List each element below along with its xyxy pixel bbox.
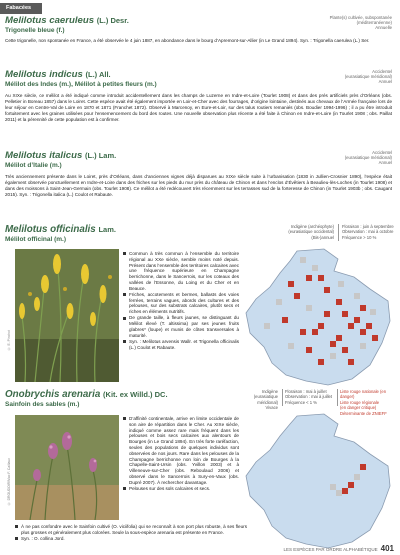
- species-photo-melilotus: [15, 249, 119, 382]
- page-footer: LES ESPÈCES PAR ORDRE ALPHABÉTIQUE 401: [283, 544, 394, 553]
- distribution-map-onobrychis: [242, 412, 394, 550]
- photo-credit: © DROUDOIR/Mac F. Caillaux: [7, 458, 11, 506]
- species-description: Très anciennement présente dans le Loiret, près d’Orléans, dans d’anciennes vignes déjà disparues au XIXe siècle suite à l’urbanisation (1830 in Jullien-Crosnier 1890), l’espèce était également observée ponctuellement en Indre-et-Loire dans des friches sur les pieds du mur près du château de Chinon et dans l’enclos d’Évêtiers à Beaulieu-lès-Loches (in Tourlet 1908) et dans des moissons à Saint-Jean-Germain (obs. Tourlet 1908). Ce mélilot a été redécouvert très récemment sur les terrasses sud de la forteresse de Chinon (in Tourlet 1903b ; obs. Caugant 2015). Syn. : Trigonella italica (L.) Coulot et Rabaute.: [5, 174, 392, 197]
- species-title: Melilotus indicus (L.) All.: [5, 69, 111, 80]
- species-entry: [5, 150, 392, 198]
- info-divider: [338, 224, 339, 241]
- species-status: Accidentel (eurasiatique méridional) Annuel: [344, 150, 392, 166]
- species-info-left: Indigène (archéophyte) (eurasiatique occidental) (Bis-)annuel: [288, 224, 334, 240]
- species-entry: [5, 389, 392, 408]
- bullet-item: D’affinité continentale, arrive en limite occidentale de son aire de répartition dans le Cher. Au XIXe siècle, indiqué comme assez rare mais fréquent dans les pelouses et bois secs calcaires aux alentours de Bourges (in Le Grand 1894). En très forte raréfaction, seules des populations de quelques individus sont observées de nos jours. Rare dans les pelouses de la Champagne berrichonne non loin de Bourges à la Chapelle-Saint-Ursin (obs. Yvillon 2003) et à Villeneuve-sur-Cher (obs. Reboulaud 2006) et observé dans le Sancerrois à Sury-en-Vaux (obs. Dupré 2007). À rechercher davantage.: [123, 416, 239, 486]
- bullet-item: Syn. : Melilotus arvensis Wallr. et Trigonella officinalis (L.) Coulot et Rabaute.: [123, 339, 239, 351]
- species-bullets-wide: [15, 524, 247, 542]
- info-divider: [282, 389, 283, 406]
- bullet-item: Pelouses sur des sols calcaires et secs.: [123, 486, 239, 492]
- species-common-name: Sainfoin des sables (m.): [5, 401, 80, 408]
- page-number: 401: [380, 544, 394, 553]
- species-title: Melilotus italicus (L.) Lam.: [5, 150, 117, 161]
- bullet-item: À ne pas confondre avec le Sainfoin cultivé (O. viciifolia) qui se reconnaît à son port plus robuste, à ses fleurs plus grosses et généralement plus colorées. Seule la sous-espèce arenaria est présente en France.: [15, 524, 247, 536]
- bullet-item: Syn. : O. collina Jord.: [15, 536, 247, 542]
- bullet-item: Friches, accotements et bermes, ballasts des voies ferrées, terrains vagues, abords des cultures et des pelouses, sur des substrats calcaires, plutôt secs et riches en éléments nutritifs.: [123, 292, 239, 315]
- info-divider: [337, 389, 338, 406]
- species-title: Melilotus caeruleus (L.) Desr.: [5, 15, 129, 26]
- photo-credit: © E. Pinchot: [7, 330, 11, 351]
- red-list-status: Liste rouge nationale (en danger) Liste rouge régionale (en danger critique) Déterminante de ZNIEFF: [340, 389, 387, 416]
- species-title: Melilotus officinalis Lam.: [5, 224, 116, 235]
- species-common-name: Mélilot des Indes (m.), Mélilot à petites fleurs (m.): [5, 81, 157, 88]
- species-status: Accidentel (eurasiatique méridional) Annuel: [344, 69, 392, 85]
- species-title: Onobrychis arenaria (Kit. ex Willd.) DC.: [5, 389, 168, 400]
- map-of-region-icon: [242, 247, 394, 387]
- family-tag: Fabacées: [0, 3, 42, 14]
- species-info-left: Indigène (eurasiatique méridional) Vivace: [253, 389, 278, 411]
- species-description: Cette trigonelle, non spontanée en France, a été observée le 4 juin 1887, en abondance dans le bourg d’Apremont-sur-Allier (in Le Grand 1894). Syn. : Trigonella caerulea (L.) Ser.: [5, 38, 370, 43]
- map-of-region-icon: [242, 412, 394, 550]
- distribution-map-melilotus: [242, 247, 394, 387]
- species-photo-onobrychis: [15, 415, 119, 520]
- species-info-right: Floraison : mai à juillet Observation : mai à juillet Fréquence < 1 %: [285, 389, 333, 405]
- species-common-name: Mélilot d’Italie (m.): [5, 162, 62, 169]
- species-entry: [5, 15, 392, 44]
- species-entry: [5, 69, 392, 123]
- species-common-name: Trigonelle bleue (f.): [5, 27, 65, 34]
- species-description: Au XIXe siècle, ce mélilot a été indiqué comme introduit accidentellement dans les champs de Luzerne en Indre-et-Loire (Tourlet 1908) et dans des prés artificiels près d’Orléans (obs. Pelletier in Boreau 1857) dans le Loiret. Cette espèce avait été également importée en Loir-et-Cher avec des fourrages, d’origine lointaine, destinés aux chevaux de l’Armée française lors de leur séjour en Centre-Val de Loire en 1870 et 1871 (Franchet 1872). Observé à Marcenoy, en Eure-et-Loir, sur des talus routiers remaniés (obs. Boudier 1994-1996) ; il a pu être introduit fortuitement avec les graines utilisées pour l’ensemencement du bord des routes. Une nouvelle observation plus récente a été faite à Chinon en Indre-et-Loire (in Tourlet 1908 ; obs. Paillat 2011) et la pérennité de cette population est à confirmer.: [5, 93, 392, 122]
- species-status: Plante(s) cultivée, subspontanée (méditerranéenne) Annuelle: [329, 15, 392, 31]
- bullet-item: Commun à très commun à l’ensemble du territoire régional au XXe siècle, semble moins noté depuis. Présent dans l’ensemble des territoires calcaires avec une fréquence supérieure en Champagne berrichonne, dans le Sancerrois, sur les coteaux des vallées de l’Essonne, du Loing et du Cher et en Beauce.: [123, 251, 239, 292]
- species-bullets: [123, 416, 239, 492]
- species-common-name: Mélilot officinal (m.): [5, 236, 67, 243]
- bullet-item: De grande taille, à fleurs jaunes, se distinguant du Mélilot élevé (T. altissima) par ses jeunes fruits glabres* (loupe) et munis de côtes transversales à maturité.: [123, 315, 239, 338]
- species-bullets: [123, 251, 239, 351]
- species-info-right: Floraison : juin à septembre Observation : mai à octobre Fréquence > 10 %: [342, 224, 394, 240]
